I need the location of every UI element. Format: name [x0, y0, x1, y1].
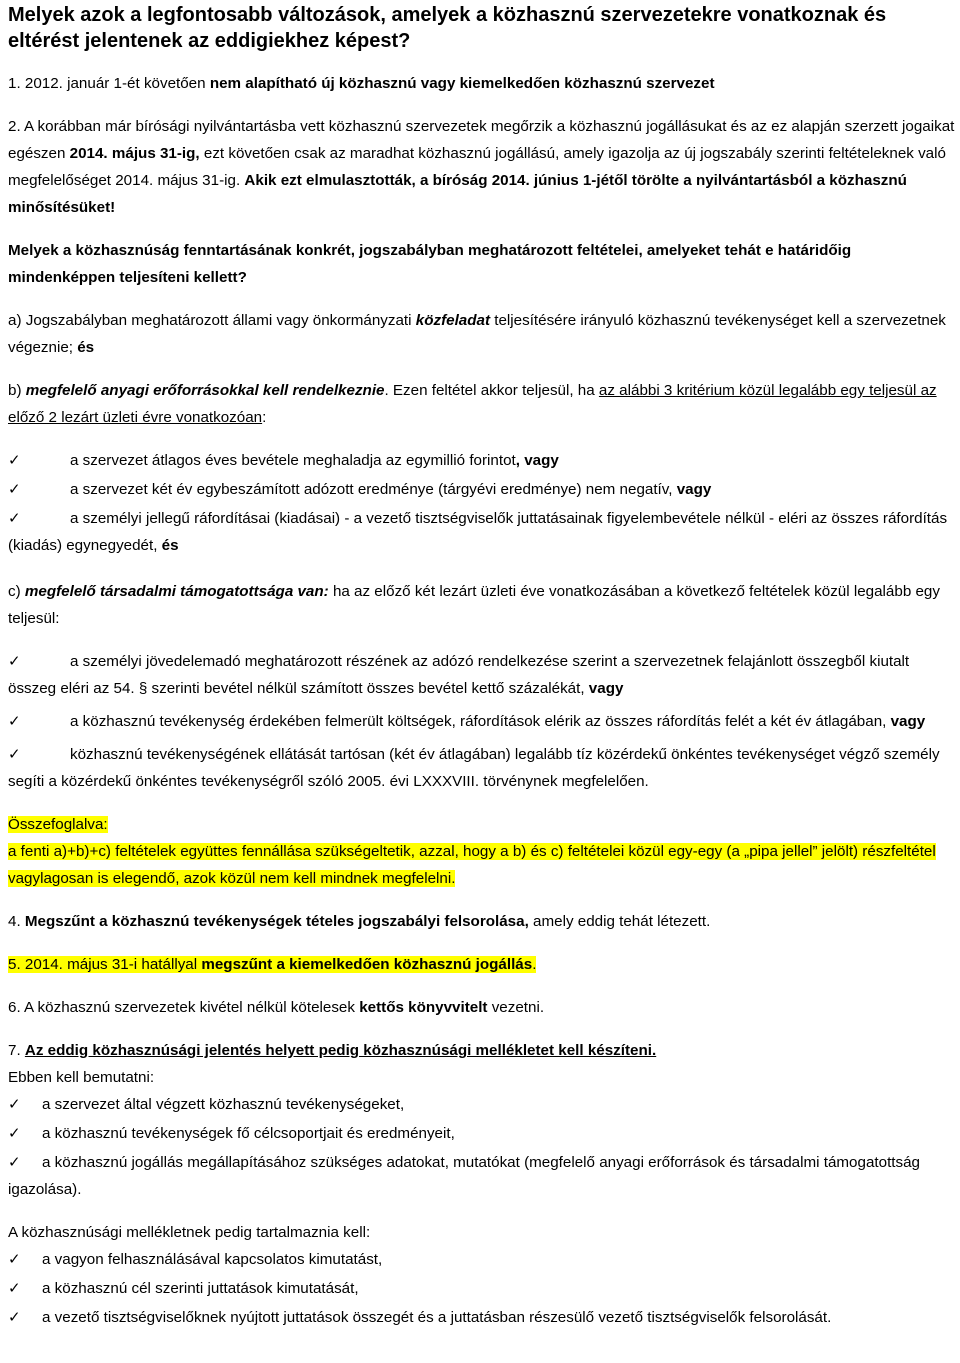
list-item-text: a közhasznú tevékenység érdekében felmerült költségek, ráfordítások elérik az összes ráfordítás felét a két év átlagában,	[70, 713, 891, 730]
point-7-intro: Ebben kell bemutatni:	[8, 1069, 155, 1086]
checkmark-icon: ✓	[8, 1308, 21, 1326]
point-2-deadline: 2014. május 31-ig,	[69, 145, 200, 162]
point-2-warning: Akik ezt elmulasztották, a bíróság 2014. június 1-jétől törölte a nyilvántartásból a közhasznú minősítésüket!	[8, 172, 907, 216]
list-item	[8, 1149, 958, 1203]
point-1	[8, 70, 958, 97]
checkmark-icon: ✓	[8, 1095, 21, 1113]
condition-c	[8, 578, 958, 632]
point-5-text: 5. 2014. május 31-i hatállyal	[8, 956, 202, 973]
question-heading: Melyek a közhasznúság fenntartásának konkrét, jogszabályban meghatározott feltételei, amelyeket tehát e határidőig mindenképpen teljesíteni kellett?	[8, 242, 852, 286]
condition-a-text-2: teljesítésére irányuló közhasznú tevékenységet kell a szervezetnek végeznie;	[8, 312, 946, 356]
point-1-bold: nem alapítható új közhasznú vagy kiemelkedően közhasznú szervezet	[209, 75, 715, 92]
point-7-number: 7.	[8, 1042, 25, 1059]
condition-c-text: ha az előző két lezárt üzleti éve vonatkozásában a következő feltételek közül legalább egy teljesül:	[8, 583, 940, 627]
list-item	[8, 741, 958, 795]
condition-c-emphasis: megfelelő társadalmi támogatottsága van:	[24, 583, 329, 600]
checkmark-icon: ✓	[8, 712, 21, 730]
point-6-bold: kettős könyvvitelt	[359, 999, 488, 1016]
summary-label	[8, 811, 958, 838]
checkmark-icon: ✓	[8, 480, 21, 498]
point-5	[8, 951, 958, 978]
condition-b-underlined: az alábbi 3 kritérium közül legalább egy teljesül az előző 2 lezárt üzleti évre vonatkozóan	[8, 382, 937, 426]
checkmark-icon: ✓	[8, 1279, 21, 1297]
list-item-text: a szervezet átlagos éves bevétele meghaladja az egymillió forintot	[70, 452, 516, 469]
condition-a-text: a) Jogszabályban meghatározott állami vagy önkormányzati	[8, 312, 416, 329]
summary-label-text: Összefoglalva:	[8, 816, 108, 833]
condition-b-emphasis: megfelelő anyagi erőforrásokkal kell rendelkeznie	[25, 382, 385, 399]
point-6	[8, 994, 958, 1021]
annex-intro: A közhasznúsági mellékletnek pedig tartalmaznia kell:	[8, 1224, 371, 1241]
list-item-text: a szervezet által végzett közhasznú tevékenységeket,	[42, 1096, 405, 1113]
point-5-bold: megszűnt a kiemelkedően közhasznú jogállás	[201, 956, 533, 973]
summary-text	[8, 838, 958, 892]
condition-a-emphasis: közfeladat	[415, 312, 491, 329]
list-item	[8, 1091, 958, 1118]
list-item-conjunction: és	[161, 537, 179, 554]
checkmark-icon: ✓	[8, 1250, 21, 1268]
condition-c-prefix: c)	[8, 583, 25, 600]
condition-a-conjunction: és	[77, 339, 95, 356]
list-item	[8, 708, 958, 735]
point-4-number: 4.	[8, 913, 25, 930]
point-1-text: 1. 2012. január 1-ét követően	[8, 75, 210, 92]
list-item-text: a vagyon felhasználásával kapcsolatos kimutatást,	[42, 1251, 383, 1268]
point-7	[8, 1037, 958, 1064]
list-item	[8, 1304, 958, 1331]
list-item-text: a közhasznú jogállás megállapításához szükséges adatokat, mutatókat (megfelelő anyagi erőforrások és társadalmi támogatottság igazolása).	[8, 1154, 920, 1198]
list-item	[8, 1120, 958, 1147]
point-4	[8, 908, 958, 935]
point-4-text: amely eddig tehát létezett.	[528, 913, 711, 930]
list-item	[8, 1246, 958, 1273]
list-item	[8, 505, 958, 559]
annex-list	[8, 1246, 958, 1331]
list-item	[8, 1275, 958, 1302]
condition-b-text: . Ezen feltétel akkor teljesül, ha	[384, 382, 599, 399]
point-6-text-2: vezetni.	[487, 999, 545, 1016]
document-page	[8, 0, 958, 1331]
list-item-text: közhasznú tevékenységének ellátását tartósan (két év átlagában) legalább tíz közérdekű önkéntes tevékenységet végző személy segíti a közérdekű önkéntes tevékenységről szóló 2005. évi LXXXVIII. törvénynek megfelelően.	[8, 746, 940, 790]
list-item-text: a közhasznú tevékenységek fő célcsoportjait és eredményeit,	[42, 1125, 455, 1142]
checkmark-icon: ✓	[8, 451, 21, 469]
checkmark-icon: ✓	[8, 1153, 21, 1171]
point-2	[8, 113, 958, 221]
list-item	[8, 476, 958, 503]
condition-b-list	[8, 447, 958, 559]
list-item	[8, 447, 958, 474]
list-item-conjunction: vagy	[890, 713, 926, 730]
checkmark-icon: ✓	[8, 652, 21, 670]
list-item-text: a közhasznú cél szerinti juttatások kimutatását,	[42, 1280, 359, 1297]
condition-c-list	[8, 648, 958, 795]
checkmark-icon: ✓	[8, 509, 21, 527]
list-item-text: a szervezet két év egybeszámított adózott eredménye (tárgyévi eredménye) nem negatív,	[70, 481, 677, 498]
condition-b-colon: :	[262, 409, 267, 426]
list-item-text: a személyi jellegű ráfordításai (kiadásai) - a vezető tisztségviselők juttatásainak figyelembevétele nélkül - eléri az összes ráfordítás (kiadás) egynegyedét,	[8, 510, 948, 554]
point-4-bold: Megszűnt a közhasznú tevékenységek tételes jogszabályi felsorolása,	[24, 913, 529, 930]
list-item-conjunction: vagy	[676, 481, 712, 498]
checkmark-icon: ✓	[8, 1124, 21, 1142]
point-2-text-2: ezt követően csak az maradhat közhasznú jogállású, amely igazolja az új jogszabály szerinti feltételeknek való megfelelőséget 2014. május 31-ig.	[8, 145, 946, 189]
point-7-bold-underlined: Az eddig közhasznúsági jelentés helyett pedig közhasznúsági mellékletet kell készíteni.	[24, 1042, 657, 1059]
list-item-conjunction: , vagy	[515, 452, 559, 469]
condition-b	[8, 377, 958, 431]
point-2-text: 2. A korábban már bírósági nyilvántartásba vett közhasznú szervezetek megőrzik a közhasznú jogállásukat és az ez alapján szerzett jogaikat egészen	[8, 118, 955, 162]
list-item-conjunction: vagy	[588, 680, 624, 697]
condition-a	[8, 307, 958, 361]
list-item	[8, 648, 958, 702]
condition-b-prefix: b)	[8, 382, 26, 399]
point-7-list	[8, 1091, 958, 1203]
list-item-text: a vezető tisztségviselőknek nyújtott juttatások összegét és a juttatásban részesülő vezető tisztségviselők felsorolását.	[42, 1309, 832, 1326]
document-title: Melyek azok a legfontosabb változások, amelyek a közhasznú szervezetekre vonatkoznak és eltérést jelentenek az eddigiekhez képest?	[8, 4, 887, 52]
list-item-text: a személyi jövedelemadó meghatározott részének az adózó rendelkezése szerint a szervezetnek felajánlott összegből kiutalt összeg eléri az 54. § szerinti bevétel nélkül számított összes bevétel kettő százalékát,	[8, 653, 910, 697]
point-5-period: .	[532, 956, 537, 973]
summary-text-highlighted: a fenti a)+b)+c) feltételek együttes fennállása szükségeltetik, azzal, hogy a b) és c) feltételei közül egy-egy (a „pipa jellel” jelölt) részfeltétel vagylagosan is elegendő, azok közül nem kell mindnek megfelelni.	[8, 843, 936, 887]
point-6-text: 6. A közhasznú szervezetek kivétel nélkül kötelesek	[8, 999, 360, 1016]
checkmark-icon: ✓	[8, 745, 21, 763]
